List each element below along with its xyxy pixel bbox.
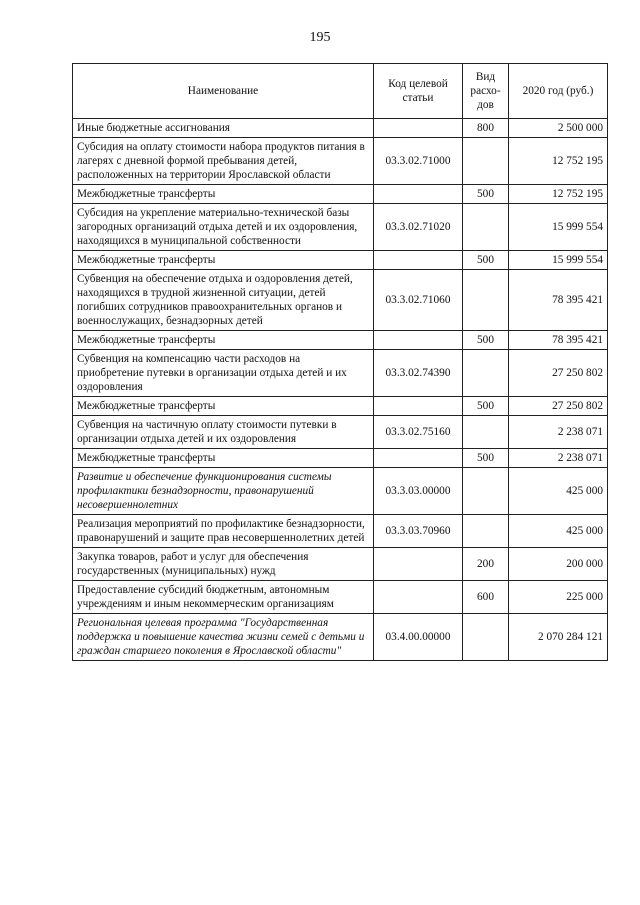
type-cell: 500 [463, 185, 509, 204]
code-cell [374, 581, 463, 614]
name-cell: Закупка товаров, работ и услуг для обеспечения государственных (муниципальных) нужд [73, 548, 374, 581]
table-row [73, 331, 608, 350]
code-cell [374, 119, 463, 138]
code-cell: 03.4.00.00000 [374, 614, 463, 661]
amount-cell: 2 070 284 121 [509, 614, 608, 661]
type-cell: 500 [463, 449, 509, 468]
name-cell: Межбюджетные трансферты [73, 397, 374, 416]
amount-cell: 12 752 195 [509, 138, 608, 185]
budget-table [72, 63, 608, 661]
type-cell: 200 [463, 548, 509, 581]
table-row [73, 397, 608, 416]
header-amount: 2020 год (руб.) [509, 64, 608, 119]
code-cell: 03.3.02.74390 [374, 350, 463, 397]
table-row [73, 416, 608, 449]
table-row [73, 468, 608, 515]
header-name: Наименование [73, 64, 374, 119]
table-row [73, 515, 608, 548]
name-cell: Межбюджетные трансферты [73, 251, 374, 270]
name-cell: Иные бюджетные ассигнования [73, 119, 374, 138]
amount-cell: 12 752 195 [509, 185, 608, 204]
header-type: Вид расхо-дов [463, 64, 509, 119]
table-row [73, 581, 608, 614]
table-row [73, 449, 608, 468]
amount-cell: 2 500 000 [509, 119, 608, 138]
name-cell: Предоставление субсидий бюджетным, автономным учреждениям и иным некоммерческим организациям [73, 581, 374, 614]
code-cell [374, 548, 463, 581]
code-cell: 03.3.02.71060 [374, 270, 463, 331]
amount-cell: 27 250 802 [509, 350, 608, 397]
type-cell [463, 138, 509, 185]
page-number: 195 [309, 30, 331, 45]
code-cell: 03.3.02.71020 [374, 204, 463, 251]
name-cell: Субвенция на обеспечение отдыха и оздоровления детей, находящихся в трудной жизненной ситуации, детей погибших сотрудников правоохранительных органов и военнослужащих, безнадзорных детей [73, 270, 374, 331]
amount-cell: 78 395 421 [509, 270, 608, 331]
code-cell [374, 251, 463, 270]
type-cell: 600 [463, 581, 509, 614]
type-cell [463, 350, 509, 397]
type-cell [463, 204, 509, 251]
type-cell [463, 468, 509, 515]
amount-cell: 78 395 421 [509, 331, 608, 350]
name-cell: Субвенция на компенсацию части расходов на приобретение путевки в организации отдыха детей и их оздоровления [73, 350, 374, 397]
name-cell: Межбюджетные трансферты [73, 185, 374, 204]
type-cell [463, 416, 509, 449]
table-row [73, 270, 608, 331]
amount-cell: 425 000 [509, 468, 608, 515]
code-cell [374, 397, 463, 416]
code-cell: 03.3.02.71000 [374, 138, 463, 185]
table-row [73, 614, 608, 661]
name-cell: Межбюджетные трансферты [73, 449, 374, 468]
amount-cell: 2 238 071 [509, 449, 608, 468]
header-code: Код целевой статьи [374, 64, 463, 119]
table-row [73, 548, 608, 581]
type-cell: 500 [463, 331, 509, 350]
amount-cell: 200 000 [509, 548, 608, 581]
table-row [73, 185, 608, 204]
name-cell: Субсидия на укрепление материально-технической базы загородных организаций отдыха детей и их оздоровления, находящихся в муниципальной собственности [73, 204, 374, 251]
type-cell: 800 [463, 119, 509, 138]
name-cell: Реализация мероприятий по профилактике безнадзорности, правонарушений и защите прав несовершеннолетних детей [73, 515, 374, 548]
code-cell [374, 185, 463, 204]
code-cell: 03.3.02.75160 [374, 416, 463, 449]
code-cell: 03.3.03.00000 [374, 468, 463, 515]
table-row [73, 204, 608, 251]
amount-cell: 2 238 071 [509, 416, 608, 449]
table-body [73, 119, 608, 661]
amount-cell: 15 999 554 [509, 251, 608, 270]
table-row [73, 350, 608, 397]
code-cell [374, 331, 463, 350]
amount-cell: 15 999 554 [509, 204, 608, 251]
name-cell: Развитие и обеспечение функционирования системы профилактики безнадзорности, правонарушений несовершеннолетних [73, 468, 374, 515]
table-row [73, 119, 608, 138]
name-cell: Межбюджетные трансферты [73, 331, 374, 350]
type-cell: 500 [463, 251, 509, 270]
type-cell: 500 [463, 397, 509, 416]
code-cell [374, 449, 463, 468]
amount-cell: 27 250 802 [509, 397, 608, 416]
table-row [73, 251, 608, 270]
name-cell: Региональная целевая программа "Государственная поддержка и повышение качества жизни семей с детьми и граждан старшего поколения в Ярославской области" [73, 614, 374, 661]
type-cell [463, 614, 509, 661]
table-row [73, 138, 608, 185]
amount-cell: 225 000 [509, 581, 608, 614]
type-cell [463, 270, 509, 331]
table-header-row [73, 64, 608, 119]
type-cell [463, 515, 509, 548]
code-cell: 03.3.03.70960 [374, 515, 463, 548]
name-cell: Субвенция на частичную оплату стоимости путевки в организации отдыха детей и их оздоровления [73, 416, 374, 449]
amount-cell: 425 000 [509, 515, 608, 548]
name-cell: Субсидия на оплату стоимости набора продуктов питания в лагерях с дневной формой пребывания детей, расположенных на территории Ярославской области [73, 138, 374, 185]
